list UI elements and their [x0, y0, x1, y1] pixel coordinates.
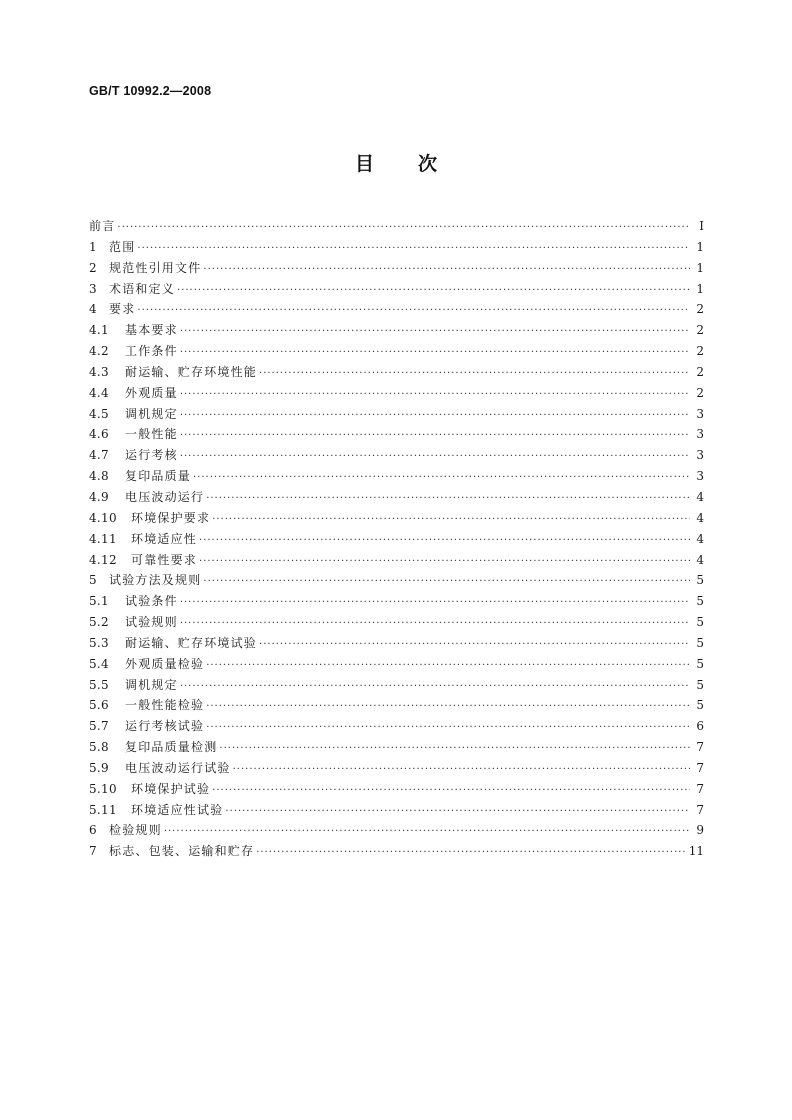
toc-entry-page: 11 [688, 844, 704, 859]
toc-dot-leader [203, 572, 690, 593]
toc-entry-title: 工作条件 [125, 344, 178, 359]
toc-entry[interactable] [89, 362, 704, 383]
toc-dot-leader [206, 697, 690, 718]
toc-entry-number: 4.6 [89, 427, 109, 442]
toc-dot-leader [137, 301, 690, 322]
toc-entry[interactable] [89, 758, 704, 779]
toc-entry-page: 3 [696, 427, 704, 442]
toc-entry-number: 5.11 [89, 802, 117, 817]
toc-entry-number: 4.12 [89, 552, 117, 567]
toc-dot-leader [225, 802, 690, 823]
toc-entry-title: 一般性能 [125, 427, 178, 442]
toc-entry-number: 5.2 [89, 615, 109, 630]
toc-entry[interactable] [89, 716, 704, 737]
toc-entry[interactable] [89, 237, 704, 258]
toc-entry-title: 电压波动运行试验 [125, 760, 231, 775]
toc-entry-page: 6 [696, 719, 704, 734]
toc-dot-leader [180, 677, 690, 698]
toc-dot-leader [212, 510, 690, 531]
toc-entry[interactable] [89, 279, 704, 300]
toc-entry[interactable] [89, 508, 704, 529]
toc-dot-leader [206, 718, 690, 739]
toc-entry-page: 4 [696, 510, 704, 525]
toc-title-char-1: 目 [354, 153, 374, 175]
toc-entry[interactable] [89, 675, 704, 696]
toc-entry-page: 3 [696, 406, 704, 421]
toc-dot-leader [180, 385, 690, 406]
toc-entry-title: 复印品质量检测 [125, 740, 218, 755]
toc-entry-title: 试验条件 [125, 594, 178, 609]
toc-entry[interactable] [89, 529, 704, 550]
toc-dot-leader [137, 239, 690, 260]
toc-dot-leader [164, 822, 690, 843]
toc-entry[interactable] [89, 258, 704, 279]
toc-entry-title: 电压波动运行 [125, 489, 205, 504]
toc-entry-title: 运行考核试验 [125, 719, 205, 734]
toc-entry-page: 5 [696, 656, 704, 671]
toc-list [89, 216, 704, 862]
toc-entry-page: 7 [696, 740, 704, 755]
toc-entry-page: 2 [696, 302, 704, 317]
toc-entry-page: 7 [696, 781, 704, 796]
toc-entry-title: 复印品质量 [125, 469, 192, 484]
toc-entry[interactable] [89, 695, 704, 716]
toc-entry-number: 4.11 [89, 531, 117, 546]
toc-entry-title: 范围 [109, 239, 136, 254]
toc-dot-leader [177, 281, 690, 302]
toc-entry[interactable] [89, 466, 704, 487]
toc-entry-title: 试验规则 [125, 615, 178, 630]
toc-entry[interactable] [89, 299, 704, 320]
toc-entry-page: 5 [696, 677, 704, 692]
toc-dot-leader [180, 447, 690, 468]
toc-entry[interactable] [89, 424, 704, 445]
toc-entry-number: 1 [89, 239, 97, 254]
toc-dot-leader [199, 552, 690, 573]
toc-entry-title: 外观质量 [125, 385, 178, 400]
toc-entry-page: 5 [696, 615, 704, 630]
toc-entry-number: 5 [89, 573, 97, 588]
toc-title-char-2: 次 [418, 153, 438, 175]
toc-entry-title: 试验方法及规则 [109, 573, 202, 588]
toc-entry-number: 4.7 [89, 448, 109, 463]
toc-entry-number: 5.1 [89, 594, 109, 609]
toc-entry-title: 运行考核 [125, 448, 178, 463]
toc-entry-title: 环境保护试验 [131, 781, 211, 796]
toc-entry[interactable] [89, 404, 704, 425]
toc-entry-page: 3 [696, 469, 704, 484]
toc-entry-title: 标志、包装、运输和贮存 [109, 844, 255, 859]
toc-entry-title: 耐运输、贮存环境试验 [125, 635, 258, 650]
toc-entry[interactable] [89, 445, 704, 466]
toc-entry[interactable] [89, 800, 704, 821]
toc-entry[interactable] [89, 570, 704, 591]
toc-dot-leader [180, 426, 690, 447]
toc-entry-number: 4.9 [89, 489, 109, 504]
toc-entry-number: 5.9 [89, 760, 109, 775]
toc-dot-leader [259, 364, 690, 385]
toc-entry-title: 环境保护要求 [131, 510, 211, 525]
toc-entry-number: 4.1 [89, 323, 109, 338]
toc-entry-number: 7 [89, 844, 97, 859]
toc-dot-leader [203, 260, 690, 281]
toc-dot-leader [180, 593, 690, 614]
toc-entry-number: 5.10 [89, 781, 117, 796]
toc-entry[interactable] [89, 633, 704, 654]
toc-entry-title: 术语和定义 [109, 281, 176, 296]
toc-entry-title: 规范性引用文件 [109, 260, 202, 275]
toc-entry-title: 调机规定 [125, 406, 178, 421]
toc-entry[interactable] [89, 841, 704, 862]
toc-dot-leader [206, 656, 690, 677]
toc-dot-leader [256, 843, 685, 864]
toc-entry-number: 5.3 [89, 635, 109, 650]
toc-dot-leader [180, 322, 690, 343]
toc-entry-number: 4.4 [89, 385, 109, 400]
toc-dot-leader [180, 614, 690, 635]
toc-entry-page: 2 [696, 364, 704, 379]
toc-entry[interactable] [89, 591, 704, 612]
toc-dot-leader [180, 343, 690, 364]
toc-entry-page: 4 [696, 531, 704, 546]
toc-entry-title: 要求 [109, 302, 136, 317]
toc-entry-page: 7 [696, 802, 704, 817]
toc-entry-number: 6 [89, 823, 97, 838]
toc-entry-title: 一般性能检验 [125, 698, 205, 713]
toc-entry-number: 4.8 [89, 469, 109, 484]
toc-entry[interactable] [89, 320, 704, 341]
toc-entry-page: 3 [696, 448, 704, 463]
toc-dot-leader [206, 489, 690, 510]
toc-entry-number: 3 [89, 281, 97, 296]
toc-entry-page: 1 [696, 239, 704, 254]
toc-entry[interactable] [89, 487, 704, 508]
toc-entry-number: 4.10 [89, 510, 117, 525]
toc-dot-leader [212, 781, 690, 802]
toc-entry[interactable] [89, 383, 704, 404]
toc-entry[interactable] [89, 654, 704, 675]
toc-entry-page: 4 [696, 552, 704, 567]
toc-dot-leader [117, 218, 690, 239]
toc-entry[interactable] [89, 612, 704, 633]
toc-entry-number: 4 [89, 302, 97, 317]
toc-dot-leader [180, 406, 690, 427]
toc-dot-leader [233, 760, 690, 781]
toc-entry-title: 调机规定 [125, 677, 178, 692]
toc-entry-page: 5 [696, 635, 704, 650]
toc-entry-page: Ⅰ [699, 219, 704, 233]
toc-entry-page: 5 [696, 698, 704, 713]
toc-entry-number: 5.5 [89, 677, 109, 692]
toc-entry-number: 4.3 [89, 364, 109, 379]
toc-entry-title: 检验规则 [109, 823, 162, 838]
toc-entry-number: 5.4 [89, 656, 109, 671]
toc-entry-page: 7 [696, 760, 704, 775]
toc-entry[interactable] [89, 550, 704, 571]
toc-dot-leader [259, 635, 690, 656]
toc-entry-title: 外观质量检验 [125, 656, 205, 671]
toc-entry-number: 4.2 [89, 344, 109, 359]
toc-entry-title: 环境适应性 [131, 531, 198, 546]
toc-entry-number: 5.7 [89, 719, 109, 734]
toc-entry-page: 5 [696, 573, 704, 588]
toc-entry-page: 9 [696, 823, 704, 838]
toc-entry-number: 5.6 [89, 698, 109, 713]
toc-entry-number: 4.5 [89, 406, 109, 421]
toc-entry-title: 前言 [89, 219, 116, 233]
toc-entry-title: 基本要求 [125, 323, 178, 338]
toc-entry-page: 5 [696, 594, 704, 609]
toc-entry[interactable] [89, 779, 704, 800]
standard-code: GB/T 10992.2—2008 [89, 84, 212, 98]
toc-entry-page: 1 [696, 281, 704, 296]
toc-dot-leader [193, 468, 690, 489]
toc-entry-page: 2 [696, 323, 704, 338]
toc-entry[interactable] [89, 216, 704, 237]
toc-entry-title: 环境适应性试验 [131, 802, 224, 817]
toc-title [0, 150, 792, 178]
toc-entry-title: 可靠性要求 [131, 552, 198, 567]
toc-entry[interactable] [89, 820, 704, 841]
toc-entry-page: 2 [696, 385, 704, 400]
toc-entry-number: 5.8 [89, 740, 109, 755]
toc-entry-number: 2 [89, 260, 97, 275]
toc-entry[interactable] [89, 341, 704, 362]
toc-dot-leader [219, 739, 690, 760]
toc-entry-page: 1 [696, 260, 704, 275]
toc-entry[interactable] [89, 737, 704, 758]
toc-dot-leader [199, 531, 690, 552]
toc-entry-title: 耐运输、贮存环境性能 [125, 364, 258, 379]
toc-entry-page: 2 [696, 344, 704, 359]
toc-entry-page: 4 [696, 489, 704, 504]
